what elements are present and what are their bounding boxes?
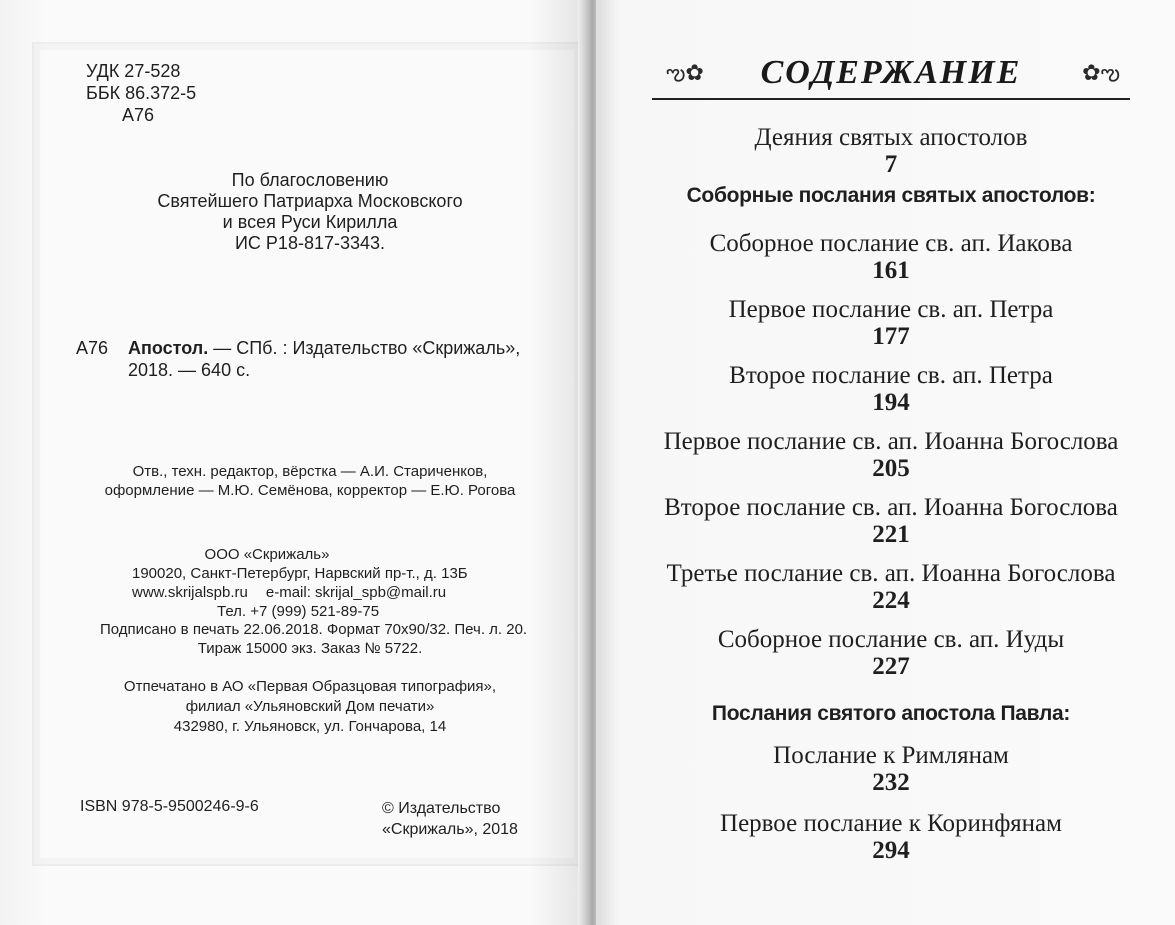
toc-entry-page: 161 xyxy=(872,257,910,284)
toc-entry xyxy=(636,296,1146,350)
blessing-line: По благословению xyxy=(231,170,389,190)
contents-header xyxy=(652,50,1130,102)
blessing-line: и всея Руси Кирилла xyxy=(222,212,398,232)
toc-entry xyxy=(636,428,1146,482)
toc-entry-page: 194 xyxy=(872,389,910,416)
credits-line: Отв., техн. редактор, вёрстка — А.И. Стариченков, xyxy=(132,463,488,480)
toc-entry xyxy=(636,494,1146,548)
toc-entry-page: 294 xyxy=(872,837,910,864)
toc-entry-page: 177 xyxy=(872,323,910,350)
toc-entry xyxy=(636,124,1146,178)
catalog-code: А76 xyxy=(76,338,109,358)
editorial-credits xyxy=(100,462,520,500)
classification-codes xyxy=(86,60,196,126)
credits-line: оформление — М.Ю. Семёнова, корректор — Е.Ю. Рогова xyxy=(104,482,516,499)
printer-info xyxy=(100,677,520,737)
publisher-email: e-mail: skrijal_spb@mail.ru xyxy=(265,584,447,601)
publisher-info xyxy=(132,545,532,621)
toc-entry-page: 7 xyxy=(884,151,898,178)
copyright-line: © Издательство xyxy=(382,800,501,817)
publisher-contacts xyxy=(132,583,532,602)
signed-line: Тираж 15000 экз. Заказ № 5722. xyxy=(197,640,423,657)
author-mark: А76 xyxy=(122,105,155,125)
catalog-line-2: 2018. — 640 с. xyxy=(128,360,251,380)
toc-entry-title: Соборное послание св. ап. Иакова xyxy=(709,230,1073,257)
toc-entry-title: Послание к Римлянам xyxy=(773,742,1009,769)
toc-entry-page: 224 xyxy=(872,587,910,614)
right-page-contents xyxy=(596,0,1175,925)
toc-entry xyxy=(636,560,1146,614)
printer-line: филиал «Ульяновский Дом печати» xyxy=(185,698,435,715)
toc-entry-page: 227 xyxy=(872,653,910,680)
toc-entry-title: Первое послание св. ап. Иоанна Богослова xyxy=(663,428,1119,455)
toc-entry-page: 221 xyxy=(872,521,910,548)
toc-entry-title: Второе послание св. ап. Иоанна Богослова xyxy=(664,494,1118,521)
copyright-line: «Скрижаль», 2018 xyxy=(382,821,518,838)
printer-line: Отпечатано в АО «Первая Образцовая типография», xyxy=(123,678,497,695)
copyright xyxy=(382,798,518,840)
publisher-address: 190020, Санкт-Петербург, Нарвский пр-т., д. 13Б xyxy=(132,565,468,582)
signed-line: Подписано в печать 22.06.2018. Формат 70x90/32. Печ. л. 20. xyxy=(100,621,528,638)
toc-entry xyxy=(636,230,1146,284)
isbn: ISBN 978-5-9500246-9-6 xyxy=(80,798,259,815)
toc-entry xyxy=(636,810,1146,864)
header-rule xyxy=(652,98,1130,100)
catalog-line-1 xyxy=(128,337,520,359)
publisher-site: www.skrijalspb.ru xyxy=(132,584,248,601)
catalog-title: Апостол. xyxy=(128,338,209,358)
print-signature xyxy=(100,620,528,658)
contents-title: СОДЕРЖАНИЕ xyxy=(760,54,1022,91)
toc-entry xyxy=(636,742,1146,796)
toc-section-heading: Послания святого апостола Павла: xyxy=(711,702,1071,725)
catalog-rest: — СПб. : Издательство «Скрижаль», xyxy=(208,338,521,358)
toc-entry-title: Третье послание св. ап. Иоанна Богослова xyxy=(666,560,1116,587)
publisher-name: ООО «Скрижаль» xyxy=(204,546,330,563)
toc-entry xyxy=(636,626,1146,680)
toc-entry-title: Первое послание к Коринфянам xyxy=(720,810,1062,837)
toc-entry-title: Деяния святых апостолов xyxy=(754,124,1028,151)
toc-entry-page: 205 xyxy=(872,455,910,482)
blessing-line: ИС Р18-817-3343. xyxy=(234,233,386,253)
blessing-line: Святейшего Патриарха Московского xyxy=(157,191,463,211)
toc-entry-title: Второе послание св. ап. Петра xyxy=(729,362,1053,389)
toc-entry-title: Первое послание св. ап. Петра xyxy=(728,296,1054,323)
toc-entry-page: 232 xyxy=(872,769,910,796)
ornament-left-icon: ఌ✿ xyxy=(666,60,704,85)
toc-entry xyxy=(636,362,1146,416)
ornament-right-icon: ✿ఌ xyxy=(1082,60,1120,85)
printer-line: 432980, г. Ульяновск, ул. Гончарова, 14 xyxy=(173,718,447,735)
bbk-code: ББК 86.372-5 xyxy=(86,83,197,103)
show-through-frame xyxy=(32,42,582,866)
blessing-block xyxy=(140,170,480,254)
udk-code: УДК 27-528 xyxy=(86,61,181,81)
publisher-phone: Тел. +7 (999) 521-89-75 xyxy=(217,603,380,620)
toc-entry-title: Соборное послание св. ап. Иуды xyxy=(717,626,1065,653)
toc-section-heading: Соборные послания святых апостолов: xyxy=(686,184,1096,207)
